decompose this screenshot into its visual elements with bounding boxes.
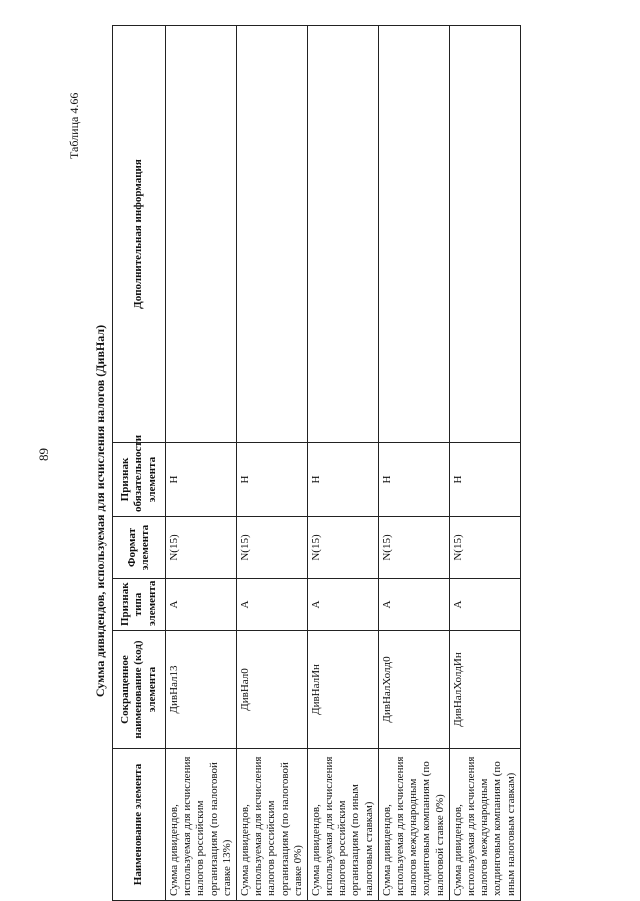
cell-format: N(15)	[449, 517, 520, 579]
cell-required: Н	[378, 443, 449, 517]
cell-type: А	[449, 579, 520, 631]
cell-name: Сумма дивидендов, используемая для исчисления налогов российским организациям (по налоговой ставке 0%)	[236, 749, 307, 901]
cell-format: N(15)	[166, 517, 237, 579]
table-label: Таблица 4.66	[67, 92, 81, 159]
cell-format: N(15)	[378, 517, 449, 579]
page-number: 89	[36, 448, 51, 461]
table-caption: Сумма дивидендов, используемая для исчисления налогов (ДивНал)	[93, 324, 107, 698]
header-name: Наименование элемента	[113, 749, 166, 901]
scan-stamp-line	[580, 883, 589, 887]
cell-info	[307, 26, 378, 443]
cell-code: ДивНал0	[236, 631, 307, 749]
cell-type: А	[166, 579, 237, 631]
cell-type: А	[307, 579, 378, 631]
cell-format: N(15)	[236, 517, 307, 579]
cell-info	[449, 26, 520, 443]
cell-name: Сумма дивидендов, используемая для исчисления налогов российским организациям (по налоговой ставке 13%)	[166, 749, 237, 901]
table-row	[449, 26, 520, 901]
cell-required: Н	[307, 443, 378, 517]
header-info: Дополнительная информация	[113, 26, 166, 443]
cell-name: Сумма дивидендов, используемая для исчисления налогов международным холдинговым компаниям (по налоговой ставке 0%)	[378, 749, 449, 901]
cell-code: ДивНалХолдИн	[449, 631, 520, 749]
table-row	[166, 26, 237, 901]
header-code: Сокращенное наименование (код) элемента	[113, 631, 166, 749]
cell-info	[236, 26, 307, 443]
cell-required: Н	[236, 443, 307, 517]
scan-stamp	[580, 883, 598, 887]
cell-type: А	[378, 579, 449, 631]
cell-code: ДивНалХолд0	[378, 631, 449, 749]
header-required: Признак обязательности элемента	[113, 443, 166, 517]
cell-format: N(15)	[307, 517, 378, 579]
elements-table	[112, 25, 521, 901]
cell-required: Н	[449, 443, 520, 517]
cell-type: А	[236, 579, 307, 631]
cell-info	[166, 26, 237, 443]
table-header-row	[113, 26, 166, 901]
cell-code: ДивНал13	[166, 631, 237, 749]
table-row	[307, 26, 378, 901]
header-type: Признак типа элемента	[113, 579, 166, 631]
scan-stamp-line	[589, 883, 598, 887]
header-format: Формат элемента	[113, 517, 166, 579]
cell-name: Сумма дивидендов, используемая для исчисления налогов российским организациям (по иным налоговым ставкам)	[307, 749, 378, 901]
table-row	[236, 26, 307, 901]
cell-info	[378, 26, 449, 443]
cell-code: ДивНалИн	[307, 631, 378, 749]
table-row	[378, 26, 449, 901]
cell-name: Сумма дивидендов, используемая для исчисления налогов международным холдинговым компаниям (по иным налоговым ставкам)	[449, 749, 520, 901]
cell-required: Н	[166, 443, 237, 517]
